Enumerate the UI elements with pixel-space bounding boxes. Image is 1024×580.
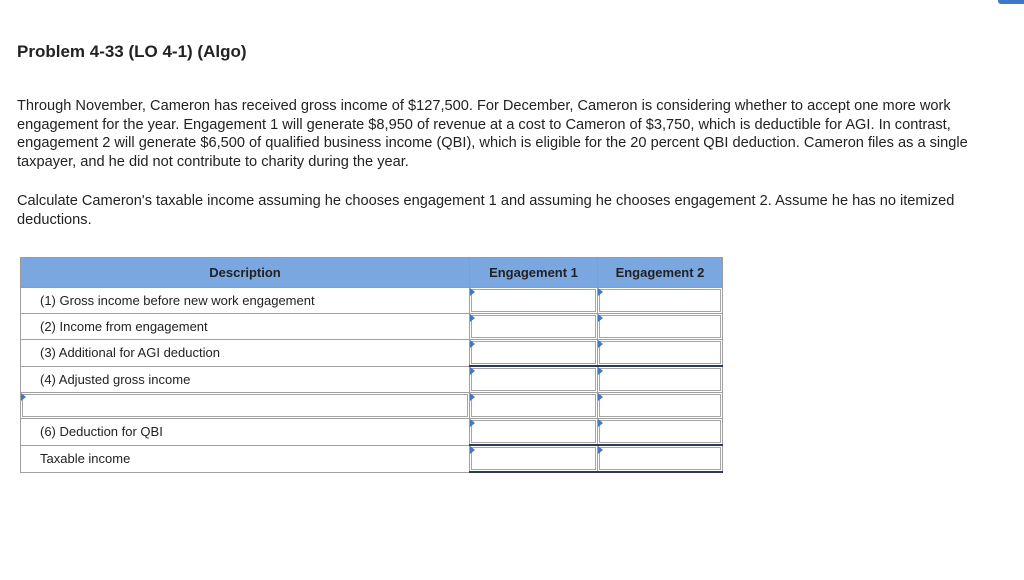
engagement-1-cell: [470, 366, 598, 393]
engagement-1-cell: [470, 419, 598, 446]
header-engagement-1: Engagement 1: [470, 258, 598, 288]
table-row: [21, 393, 723, 419]
input-marker-icon: [598, 446, 603, 454]
corner-tab: [998, 0, 1024, 4]
engagement-1-cell: [470, 340, 598, 367]
input-marker-icon: [470, 446, 475, 454]
problem-title: Problem 4-33 (LO 4-1) (Algo): [17, 42, 247, 61]
engagement-2-input[interactable]: [599, 394, 721, 417]
input-marker-icon: [598, 314, 603, 322]
table-row: [21, 419, 723, 446]
engagement-2-cell: [598, 419, 723, 446]
row-label: (2) Income from engagement: [21, 314, 470, 340]
input-marker-icon: [21, 393, 26, 401]
engagement-1-input[interactable]: [471, 341, 596, 364]
engagement-1-cell: [470, 288, 598, 314]
input-marker-icon: [470, 367, 475, 375]
engagement-2-cell: [598, 366, 723, 393]
table-row: [21, 366, 723, 393]
engagement-2-cell: [598, 445, 723, 472]
input-marker-icon: [598, 340, 603, 348]
engagement-1-cell: [470, 314, 598, 340]
engagement-1-input[interactable]: [471, 315, 596, 338]
row-label: Taxable income: [21, 445, 470, 472]
row-label: (1) Gross income before new work engagement: [21, 288, 470, 314]
input-marker-icon: [598, 419, 603, 427]
engagement-1-input[interactable]: [471, 420, 596, 443]
engagement-2-cell: [598, 314, 723, 340]
engagement-1-input[interactable]: [471, 394, 596, 417]
input-marker-icon: [470, 393, 475, 401]
input-marker-icon: [598, 393, 603, 401]
table-row: [21, 314, 723, 340]
engagement-2-input[interactable]: [599, 447, 721, 470]
engagement-1-input[interactable]: [471, 368, 596, 391]
row-label: (3) Additional for AGI deduction: [21, 340, 470, 367]
row-label: (6) Deduction for QBI: [21, 419, 470, 446]
row-label-dropdown[interactable]: [22, 394, 468, 417]
taxable-income-table: [20, 257, 723, 473]
engagement-2-cell: [598, 288, 723, 314]
input-marker-icon: [470, 288, 475, 296]
engagement-1-input[interactable]: [471, 289, 596, 312]
engagement-1-input[interactable]: [471, 447, 596, 470]
input-marker-icon: [470, 340, 475, 348]
table-row: [21, 288, 723, 314]
input-marker-icon: [598, 367, 603, 375]
table-row: [21, 340, 723, 367]
engagement-2-cell: [598, 393, 723, 419]
header-description: Description: [21, 258, 470, 288]
row-label: (4) Adjusted gross income: [21, 366, 470, 393]
engagement-1-cell: [470, 393, 598, 419]
engagement-2-input[interactable]: [599, 315, 721, 338]
engagement-2-input[interactable]: [599, 341, 721, 364]
engagement-1-cell: [470, 445, 598, 472]
header-engagement-2: Engagement 2: [598, 258, 723, 288]
table-row: [21, 445, 723, 472]
engagement-2-input[interactable]: [599, 368, 721, 391]
problem-paragraph-1: Through November, Cameron has received gross income of $127,500. For December, Cameron is considering whether to accept one more work engagement for the year. Engagement 1 will generate $8,950 of revenue at a cost to Cameron of $3,750, which is deductible for AGI. In contrast, engagement 2 will generate $6,500 of qualified business income (QBI), which is eligible for the 20 percent QBI deduction. Cameron files as a single taxpayer, and he did not contribute to charity during the year.: [17, 98, 968, 170]
engagement-2-input[interactable]: [599, 289, 721, 312]
row-label-cell: [21, 393, 470, 419]
input-marker-icon: [598, 288, 603, 296]
engagement-2-input[interactable]: [599, 420, 721, 443]
engagement-2-cell: [598, 340, 723, 367]
problem-paragraph-2: Calculate Cameron's taxable income assuming he chooses engagement 1 and assuming he chooses engagement 2. Assume he has no itemized deductions.: [17, 193, 955, 228]
input-marker-icon: [470, 419, 475, 427]
table-header-row: [21, 258, 723, 288]
input-marker-icon: [470, 314, 475, 322]
